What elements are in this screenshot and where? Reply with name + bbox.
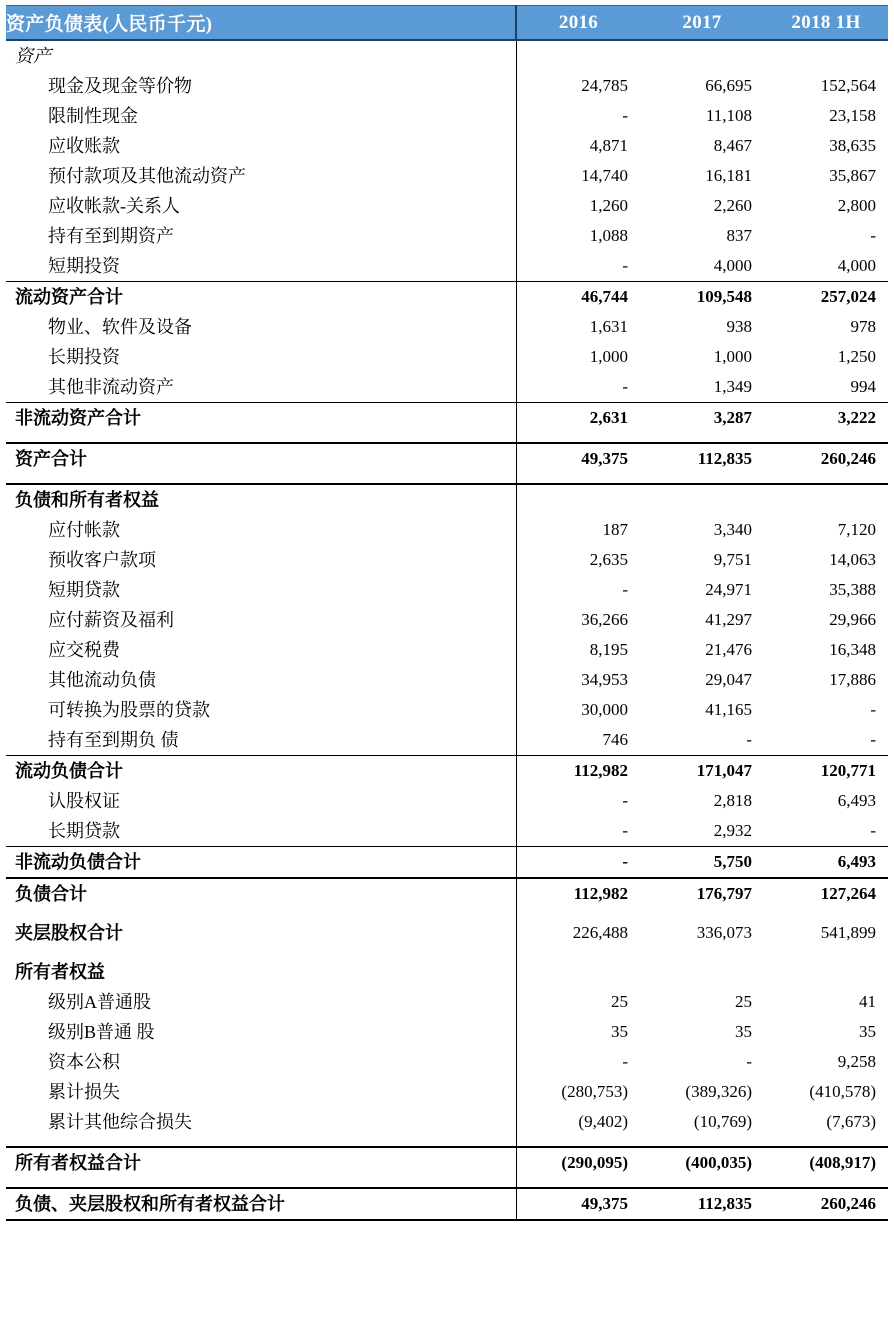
row-label: 夹层股权合计 — [15, 923, 123, 943]
row-value: 3,340 — [713, 520, 752, 539]
row-label: 非流动负债合计 — [6, 847, 516, 879]
table-row — [6, 987, 888, 1017]
row-label: 流动负债合计 — [6, 756, 516, 787]
table-row — [6, 312, 888, 342]
row-value: 14,063 — [829, 550, 876, 569]
row-value: - — [870, 821, 876, 840]
table-row — [6, 342, 888, 372]
row-value: 938 — [726, 317, 752, 336]
spacer-cell — [6, 1178, 516, 1188]
row-label: 所有者权益合计 — [6, 1147, 516, 1178]
table-row — [6, 515, 888, 545]
row-value: 1,088 — [516, 221, 640, 251]
table-row — [6, 575, 888, 605]
spacer-cell — [6, 474, 516, 484]
row-label: 负债、夹层股权和所有者权益合计 — [6, 1188, 516, 1220]
row-value: 4,871 — [516, 131, 640, 161]
table-row — [6, 957, 888, 987]
row-value: 187 — [516, 515, 640, 545]
row-value: 7,120 — [837, 520, 876, 539]
table-row — [6, 1017, 888, 1047]
table-body — [6, 40, 888, 1220]
row-value: (9,402) — [516, 1107, 640, 1137]
table-row — [6, 131, 888, 161]
row-value: 260,246 — [764, 1188, 888, 1220]
row-value: 29,047 — [705, 670, 752, 689]
row-value — [640, 484, 764, 515]
row-value: 29,966 — [829, 610, 876, 629]
table-row — [6, 918, 888, 948]
row-value: 171,047 — [640, 756, 764, 787]
row-value: 1,631 — [516, 312, 640, 342]
row-value: - — [746, 730, 752, 749]
table-row — [6, 635, 888, 665]
row-value: 336,073 — [696, 923, 752, 942]
row-value: 112,982 — [516, 756, 640, 787]
spacer-cell — [764, 433, 888, 443]
row-label: 累计其他综合损失 — [48, 1112, 192, 1132]
row-value: 11,108 — [705, 106, 752, 125]
row-value: 4,000 — [837, 256, 876, 275]
spacer-cell — [764, 474, 888, 484]
row-value: 25 — [735, 992, 752, 1011]
table-row — [6, 443, 888, 474]
row-label: 持有至到期负 债 — [48, 730, 179, 750]
row-value: - — [516, 847, 640, 879]
row-value — [516, 484, 640, 515]
row-value — [640, 40, 764, 71]
row-value — [764, 40, 888, 71]
spacer-cell — [516, 909, 640, 918]
row-value: (408,917) — [764, 1147, 888, 1178]
table-row — [6, 484, 888, 515]
row-value: 112,835 — [640, 1188, 764, 1220]
column-header-2017: 2017 — [640, 6, 764, 41]
row-value: 35 — [516, 1017, 640, 1047]
spacer-cell — [764, 1137, 888, 1147]
spacer-cell — [764, 909, 888, 918]
row-value: 2,800 — [837, 196, 876, 215]
row-label: 预收客户款项 — [48, 550, 156, 570]
table-row — [6, 191, 888, 221]
row-value: 1,250 — [837, 347, 876, 366]
row-label: 应交税费 — [48, 640, 120, 660]
spacer-cell — [516, 433, 640, 443]
header-row — [6, 6, 888, 41]
row-value: 41,165 — [705, 700, 752, 719]
row-value: - — [746, 1052, 752, 1071]
table-row — [6, 101, 888, 131]
row-label: 资本公积 — [48, 1052, 120, 1072]
row-label: 流动资产合计 — [6, 282, 516, 313]
row-value: 16,181 — [705, 166, 752, 185]
row-value: - — [516, 251, 640, 282]
row-value — [640, 957, 764, 987]
row-value: - — [870, 700, 876, 719]
row-value: 152,564 — [820, 76, 876, 95]
row-spacer — [6, 474, 888, 484]
row-label: 预付款项及其他流动资产 — [48, 166, 246, 186]
row-label: 负债和所有者权益 — [6, 484, 516, 515]
row-label: 持有至到期资产 — [48, 226, 174, 246]
row-label: 短期贷款 — [48, 580, 120, 600]
table-row — [6, 786, 888, 816]
balance-sheet-table — [6, 5, 888, 1221]
column-header-2016: 2016 — [516, 6, 640, 41]
row-spacer — [6, 433, 888, 443]
row-value: 14,740 — [516, 161, 640, 191]
spacer-cell — [640, 1137, 764, 1147]
table-row — [6, 1077, 888, 1107]
table-row — [6, 816, 888, 847]
row-value: (410,578) — [809, 1082, 876, 1101]
row-value: 2,260 — [713, 196, 752, 215]
row-value: 112,982 — [516, 878, 640, 909]
row-value: 127,264 — [764, 878, 888, 909]
row-value: 978 — [850, 317, 876, 336]
spacer-cell — [516, 1178, 640, 1188]
table-row — [6, 403, 888, 434]
row-value: 837 — [726, 226, 752, 245]
row-value: 30,000 — [516, 695, 640, 725]
row-value: 1,000 — [516, 342, 640, 372]
table-row — [6, 878, 888, 909]
row-value: 41,297 — [705, 610, 752, 629]
row-value — [516, 40, 640, 71]
row-label: 短期投资 — [48, 256, 120, 276]
row-value: (7,673) — [826, 1112, 876, 1131]
spacer-cell — [640, 1178, 764, 1188]
row-value: 38,635 — [829, 136, 876, 155]
spacer-cell — [516, 948, 640, 957]
row-value — [764, 957, 888, 987]
row-value: 8,467 — [713, 136, 752, 155]
table-row — [6, 71, 888, 101]
row-value: 9,751 — [713, 550, 752, 569]
row-value: 36,266 — [516, 605, 640, 635]
spacer-cell — [516, 1137, 640, 1147]
row-value: 3,287 — [640, 403, 764, 434]
row-value: - — [516, 1047, 640, 1077]
table-row — [6, 221, 888, 251]
row-value: 1,349 — [713, 377, 752, 396]
row-value: - — [870, 730, 876, 749]
row-value: 2,932 — [713, 821, 752, 840]
spacer-cell — [6, 948, 516, 957]
row-value: 35,867 — [829, 166, 876, 185]
row-value: - — [516, 101, 640, 131]
row-value: 3,222 — [764, 403, 888, 434]
row-label: 现金及现金等价物 — [48, 76, 192, 96]
row-value: 994 — [850, 377, 876, 396]
spacer-cell — [640, 474, 764, 484]
row-label: 物业、软件及设备 — [48, 317, 192, 337]
row-value: 746 — [516, 725, 640, 756]
row-value: 541,899 — [820, 923, 876, 942]
spacer-cell — [6, 433, 516, 443]
spacer-cell — [764, 1178, 888, 1188]
row-value: 41 — [859, 992, 876, 1011]
row-label: 长期贷款 — [48, 821, 120, 841]
column-header-2018-1h: 2018 1H — [764, 6, 888, 41]
row-value: 2,635 — [516, 545, 640, 575]
table-row — [6, 251, 888, 282]
row-value: (280,753) — [516, 1077, 640, 1107]
row-value — [516, 957, 640, 987]
row-value: (10,769) — [693, 1112, 752, 1131]
row-label: 应付薪资及福利 — [48, 610, 174, 630]
spacer-cell — [640, 948, 764, 957]
table-row — [6, 725, 888, 756]
row-label: 所有者权益 — [15, 962, 105, 982]
table-row — [6, 756, 888, 787]
table-row — [6, 372, 888, 403]
row-value: - — [516, 786, 640, 816]
row-value: 24,785 — [516, 71, 640, 101]
spacer-cell — [6, 1137, 516, 1147]
table-row — [6, 1107, 888, 1137]
row-label: 应收帐款-关系人 — [48, 196, 180, 216]
row-value: 16,348 — [829, 640, 876, 659]
row-value: 176,797 — [640, 878, 764, 909]
row-value: - — [516, 816, 640, 847]
table-title: 资产负债表(人民币千元) — [6, 6, 516, 41]
row-spacer — [6, 1178, 888, 1188]
table-row — [6, 605, 888, 635]
row-label: 限制性现金 — [48, 106, 138, 126]
row-value: 109,548 — [640, 282, 764, 313]
row-value: 17,886 — [829, 670, 876, 689]
row-label: 应付帐款 — [48, 520, 120, 540]
row-value: 2,818 — [713, 791, 752, 810]
row-value: 1,260 — [516, 191, 640, 221]
row-value: 260,246 — [764, 443, 888, 474]
row-label: 其他流动负债 — [48, 670, 156, 690]
row-value: 8,195 — [516, 635, 640, 665]
table-row — [6, 1147, 888, 1178]
row-value: 46,744 — [516, 282, 640, 313]
row-value: (389,326) — [685, 1082, 752, 1101]
row-value: 66,695 — [705, 76, 752, 95]
row-spacer — [6, 948, 888, 957]
spacer-cell — [640, 433, 764, 443]
row-label: 长期投资 — [48, 347, 120, 367]
table-row — [6, 545, 888, 575]
row-value: 35 — [859, 1022, 876, 1041]
spacer-cell — [516, 474, 640, 484]
table-row — [6, 847, 888, 879]
row-label: 其他非流动资产 — [48, 377, 174, 397]
row-value: 35,388 — [829, 580, 876, 599]
row-label: 级别A普通股 — [48, 992, 151, 1012]
spacer-cell — [6, 909, 516, 918]
row-label: 非流动资产合计 — [6, 403, 516, 434]
table-row — [6, 665, 888, 695]
table-row — [6, 161, 888, 191]
balance-sheet-page — [0, 5, 894, 1335]
row-value: 35 — [735, 1022, 752, 1041]
row-value: 5,750 — [640, 847, 764, 879]
row-value: 257,024 — [764, 282, 888, 313]
row-value: 6,493 — [764, 847, 888, 879]
row-value: 25 — [516, 987, 640, 1017]
row-label: 可转换为股票的贷款 — [48, 700, 210, 720]
row-label: 资产 — [15, 46, 51, 66]
spacer-cell — [764, 948, 888, 957]
row-label: 累计损失 — [48, 1082, 120, 1102]
row-value: 120,771 — [764, 756, 888, 787]
row-label: 负债合计 — [6, 878, 516, 909]
row-label: 资产合计 — [6, 443, 516, 474]
row-value: 6,493 — [837, 791, 876, 810]
row-value: 2,631 — [516, 403, 640, 434]
row-value: 226,488 — [516, 918, 640, 948]
table-row — [6, 40, 888, 71]
row-value: (400,035) — [640, 1147, 764, 1178]
row-label: 级别B普通 股 — [48, 1022, 155, 1042]
row-spacer — [6, 1137, 888, 1147]
row-value: 23,158 — [829, 106, 876, 125]
table-row — [6, 1047, 888, 1077]
row-value: 9,258 — [837, 1052, 876, 1071]
row-value: 21,476 — [705, 640, 752, 659]
row-value: - — [516, 372, 640, 403]
row-value: - — [870, 226, 876, 245]
table-row — [6, 1188, 888, 1220]
row-value: 49,375 — [516, 443, 640, 474]
row-value: 4,000 — [713, 256, 752, 275]
row-value: 34,953 — [516, 665, 640, 695]
table-header — [6, 6, 888, 41]
table-row — [6, 282, 888, 313]
row-value: 112,835 — [640, 443, 764, 474]
row-value: 24,971 — [705, 580, 752, 599]
row-value: - — [516, 575, 640, 605]
row-value — [764, 484, 888, 515]
spacer-cell — [640, 909, 764, 918]
row-value: 1,000 — [713, 347, 752, 366]
row-value: 49,375 — [516, 1188, 640, 1220]
row-value: (290,095) — [516, 1147, 640, 1178]
table-row — [6, 695, 888, 725]
row-label: 应收账款 — [48, 136, 120, 156]
row-spacer — [6, 909, 888, 918]
row-label: 认股权证 — [48, 791, 120, 811]
